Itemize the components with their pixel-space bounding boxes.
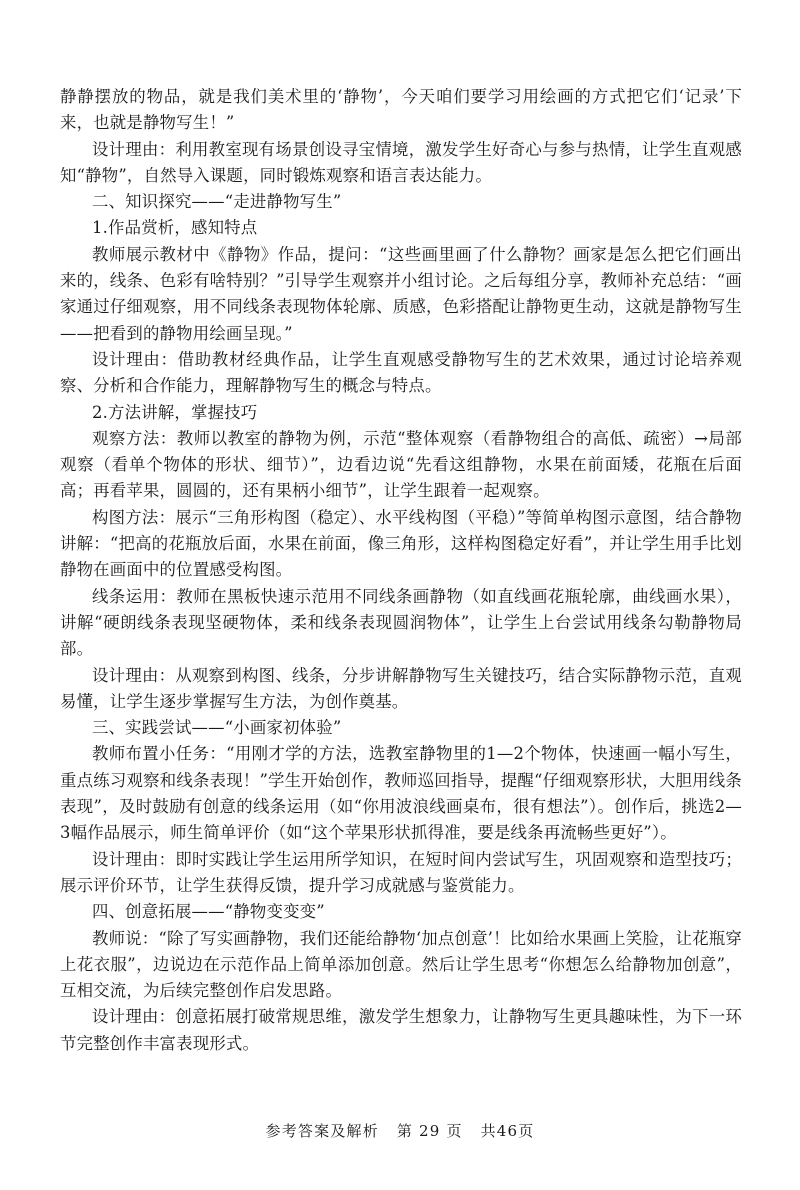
page-footer — [0, 1120, 800, 1141]
paragraph-artwork-appreciation: 教师展示教材中《静物》作品，提问：“这些画里画了什么静物？画家是怎么把它们画出来的，线条、色彩有啥特别？”引导学生观察并小组讨论。之后每组分享，教师补充总结：“画家通过仔细观察，用不同线条表现物体轮廓、质感，色彩搭配让静物更生动，这就是静物写生——把看到的静物用绘画呈现。” — [60, 244, 742, 343]
footer-page-number: 第 29 页 — [396, 1122, 463, 1140]
section-heading-3: 三、实践尝试——“小画家初体验” — [92, 718, 342, 738]
section-heading-4: 四、创意拓展——“静物变变变” — [92, 902, 325, 922]
paragraph-composition-method: 构图方法：展示“三角形构图（稳定）、水平线构图（平稳）”等简单构图示意图，结合静物讲解：“把高的花瓶放后面，水果在前面，像三角形，这样构图稳定好看”，并让学生用手比划静物在画面中的位置感受构图。 — [60, 507, 742, 580]
paragraph-design-rationale-5: 设计理由：创意拓展打破常规思维，激发学生想象力，让静物写生更具趣味性，为下一环节完整创作丰富表现形式。 — [60, 1007, 742, 1053]
paragraph-design-rationale-4: 设计理由：即时实践让学生运用所学知识，在短时间内尝试写生，巩固观察和造型技巧；展示评价环节，让学生获得反馈，提升学习成就感与鉴赏能力。 — [60, 849, 742, 895]
paragraph-line-usage: 线条运用：教师在黑板快速示范用不同线条画静物（如直线画花瓶轮廓，曲线画水果），讲解“硬朗线条表现坚硬物体，柔和线条表现圆润物体”，让学生上台尝试用线条勾勒静物局部。 — [60, 586, 742, 659]
subheading-2-1: 1.作品赏析，感知特点 — [92, 218, 258, 238]
footer-total-pages: 共46页 — [480, 1122, 535, 1140]
section-heading-2: 二、知识探究——“走进静物写生” — [92, 192, 342, 212]
paragraph-observation-method: 观察方法：教师以教室的静物为例，示范“整体观察（看静物组合的高低、疏密）→局部观察（看单个物体的形状、细节）”，边看边说“先看这组静物，水果在前面矮，花瓶在后面高；再看苹果，圆圆的，还有果柄小细节”，让学生跟着一起观察。 — [60, 428, 742, 501]
paragraph-design-rationale-2: 设计理由：借助教材经典作品，让学生直观感受静物写生的艺术效果，通过讨论培养观察、分析和合作能力，理解静物写生的概念与特点。 — [60, 349, 742, 396]
paragraph-design-rationale-1: 设计理由：利用教室现有场景创设寻宝情境，激发学生好奇心与参与热情，让学生直观感知“静物”，自然导入课题，同时锻炼观察和语言表达能力。 — [60, 139, 742, 185]
subheading-2-2: 2.方法讲解，掌握技巧 — [92, 402, 258, 422]
paragraph-intro-continued: 静静摆放的物品，就是我们美术里的‘静物’，今天咱们要学习用绘画的方式把它们‘记录’下来，也就是静物写生！” — [60, 87, 742, 133]
paragraph-creative-extension: 教师说：“除了写实画静物，我们还能给静物‘加点创意’！比如给水果画上笑脸，让花瓶穿上花衣服”，边说边在示范作品上简单添加创意。然后让学生思考“你想怎么给静物加创意”，互相交流，为后续完整创作启发思路。 — [60, 928, 742, 1001]
paragraph-design-rationale-3: 设计理由：从观察到构图、线条，分步讲解静物写生关键技巧，结合实际静物示范，直观易懂，让学生逐步掌握写生方法，为创作奠基。 — [60, 665, 742, 711]
footer-book-title: 参考答案及解析 — [265, 1122, 379, 1140]
paragraph-practice-task: 教师布置小任务：“用刚才学的方法，选教室静物里的1—2个物体，快速画一幅小写生，重点练习观察和线条表现！”学生开始创作，教师巡回指导，提醒“仔细观察形状，大胆用线条表现”，及时鼓励有创意的线条运用（如“你用波浪线画桌布，很有想法”）。创作后，挑选2—3幅作品展示，师生简单评价（如“这个苹果形状抓得准，要是线条再流畅些更好”）。 — [60, 744, 742, 843]
